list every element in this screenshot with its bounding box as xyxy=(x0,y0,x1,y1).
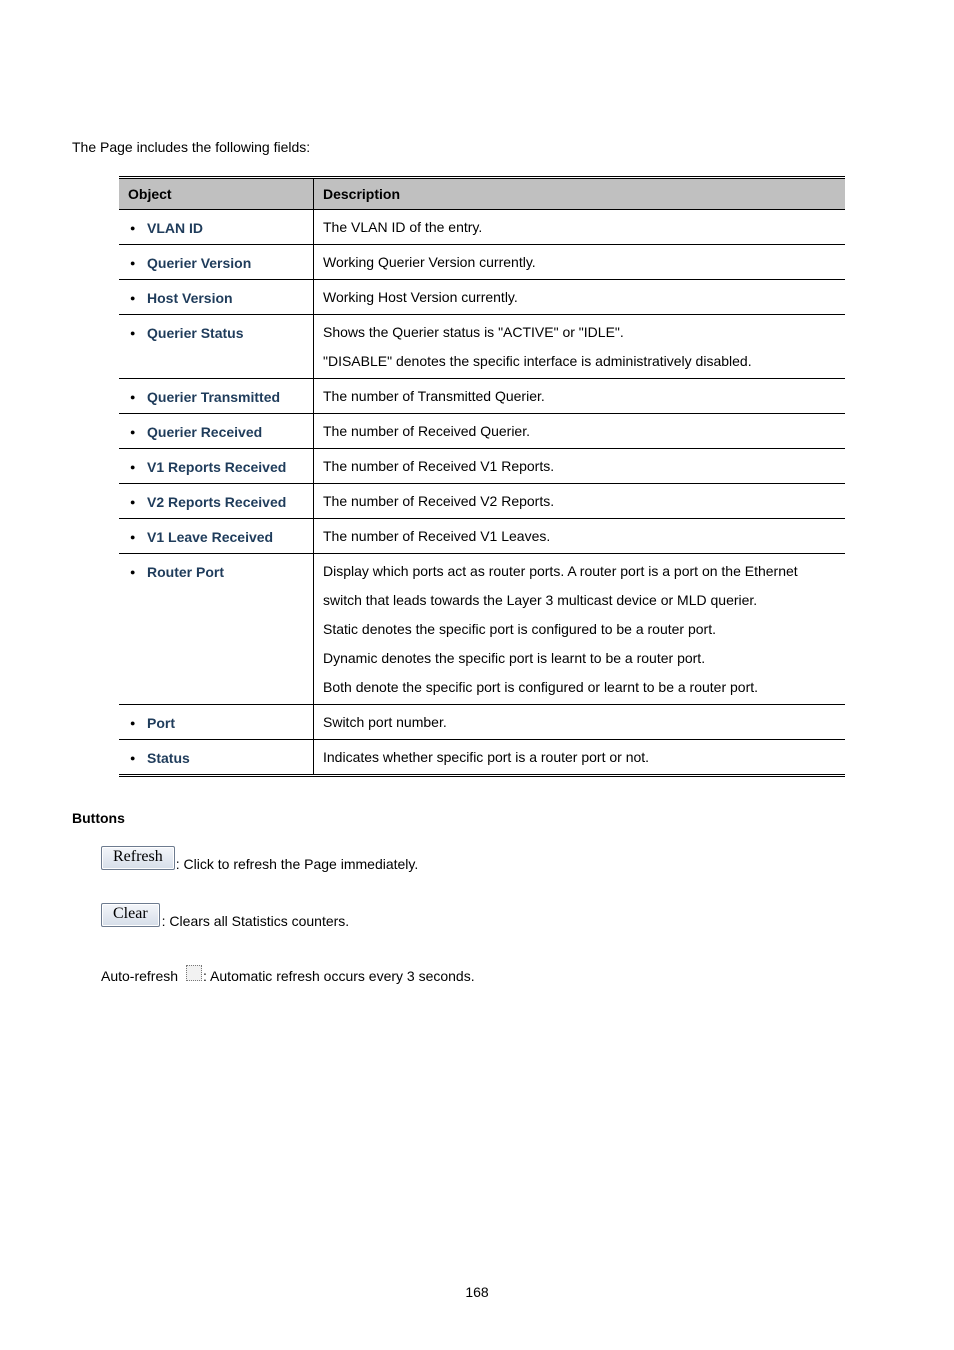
description-line: Both denote the specific port is configured or learnt to be a router port. xyxy=(323,679,759,695)
refresh-row xyxy=(101,846,418,870)
object-item xyxy=(128,249,304,278)
object-item xyxy=(128,488,304,517)
object-item xyxy=(128,709,304,738)
table-row xyxy=(119,705,845,740)
description-line: "DISABLE" denotes the specific interface is administratively disabled. xyxy=(323,353,752,369)
bullet-icon: ● xyxy=(130,258,136,268)
table-row xyxy=(119,245,845,280)
description-line: The VLAN ID of the entry. xyxy=(323,219,483,235)
clear-button[interactable]: Clear xyxy=(101,903,160,927)
description-cell xyxy=(314,705,846,740)
table-body xyxy=(119,210,845,776)
object-item xyxy=(128,319,304,348)
description-cell xyxy=(314,554,846,705)
clear-description: : Clears all Statistics counters. xyxy=(161,913,350,929)
description-cell xyxy=(314,484,846,519)
description-line: switch that leads towards the Layer 3 multicast device or MLD querier. xyxy=(323,592,758,608)
description-line: The number of Received Querier. xyxy=(323,423,530,439)
object-name: Host Version xyxy=(147,290,233,306)
bullet-icon: ● xyxy=(130,328,136,338)
buttons-heading: Buttons xyxy=(72,810,125,826)
table-row xyxy=(119,740,845,776)
description-cell xyxy=(314,414,846,449)
object-name: Querier Received xyxy=(147,424,263,440)
table-row xyxy=(119,554,845,705)
table-row xyxy=(119,210,845,245)
auto-refresh-description: : Automatic refresh occurs every 3 seconds. xyxy=(203,968,475,984)
column-header-description: Description xyxy=(314,178,846,210)
description-line: The number of Transmitted Querier. xyxy=(323,388,545,404)
object-cell xyxy=(119,705,314,740)
object-name: V1 Leave Received xyxy=(147,529,274,545)
auto-refresh-row xyxy=(101,965,475,984)
table-row xyxy=(119,280,845,315)
refresh-button[interactable]: Refresh xyxy=(101,846,175,870)
object-item xyxy=(128,214,304,243)
object-item xyxy=(128,383,304,412)
description-cell xyxy=(314,379,846,414)
bullet-icon: ● xyxy=(130,718,136,728)
object-name: Querier Version xyxy=(147,255,252,271)
object-cell xyxy=(119,245,314,280)
object-cell xyxy=(119,315,314,379)
object-cell xyxy=(119,554,314,705)
object-cell xyxy=(119,484,314,519)
object-name: Querier Transmitted xyxy=(147,389,281,405)
description-cell xyxy=(314,315,846,379)
object-name: Port xyxy=(147,715,175,731)
bullet-icon: ● xyxy=(130,532,136,542)
bullet-icon: ● xyxy=(130,462,136,472)
table-row xyxy=(119,414,845,449)
object-item xyxy=(128,284,304,313)
auto-refresh-checkbox[interactable] xyxy=(186,965,202,981)
auto-refresh-label: Auto-refresh xyxy=(101,968,179,984)
description-cell xyxy=(314,210,846,245)
page-number: 168 xyxy=(465,1284,489,1300)
refresh-description: : Click to refresh the Page immediately. xyxy=(175,856,419,872)
object-item xyxy=(128,453,304,482)
description-line: Switch port number. xyxy=(323,714,447,730)
bullet-icon: ● xyxy=(130,497,136,507)
description-cell xyxy=(314,519,846,554)
intro-text: The Page includes the following fields: xyxy=(72,139,311,155)
object-cell xyxy=(119,449,314,484)
description-line: Shows the Querier status is "ACTIVE" or "IDLE". xyxy=(323,324,624,340)
description-cell xyxy=(314,449,846,484)
description-line: Display which ports act as router ports. A router port is a port on the Ethernet xyxy=(323,563,798,579)
bullet-icon: ● xyxy=(130,427,136,437)
table-row xyxy=(119,449,845,484)
description-line: The number of Received V1 Reports. xyxy=(323,458,555,474)
object-name: VLAN ID xyxy=(147,220,203,236)
clear-row xyxy=(101,903,349,927)
object-item xyxy=(128,558,304,587)
description-line: Working Querier Version currently. xyxy=(323,254,536,270)
column-header-object: Object xyxy=(119,178,314,210)
description-line: Indicates whether specific port is a router port or not. xyxy=(323,749,650,765)
table-header-row xyxy=(119,178,845,210)
description-line: Static denotes the specific port is configured to be a router port. xyxy=(323,621,716,637)
object-item xyxy=(128,523,304,552)
bullet-icon: ● xyxy=(130,753,136,763)
table-row xyxy=(119,379,845,414)
bullet-icon: ● xyxy=(130,293,136,303)
object-cell xyxy=(119,210,314,245)
object-item xyxy=(128,744,304,773)
object-cell xyxy=(119,519,314,554)
object-name: Status xyxy=(147,750,190,766)
bullet-icon: ● xyxy=(130,567,136,577)
object-name: V2 Reports Received xyxy=(147,494,287,510)
object-cell xyxy=(119,740,314,776)
fields-table xyxy=(119,176,845,777)
object-name: V1 Reports Received xyxy=(147,459,287,475)
description-line: Working Host Version currently. xyxy=(323,289,518,305)
description-cell xyxy=(314,740,846,776)
object-name: Router Port xyxy=(147,564,224,580)
table-row xyxy=(119,315,845,379)
table-row xyxy=(119,519,845,554)
description-cell xyxy=(314,280,846,315)
bullet-icon: ● xyxy=(130,223,136,233)
description-line: Dynamic denotes the specific port is learnt to be a router port. xyxy=(323,650,706,666)
object-cell xyxy=(119,414,314,449)
table-row xyxy=(119,484,845,519)
object-cell xyxy=(119,280,314,315)
object-cell xyxy=(119,379,314,414)
description-line: The number of Received V1 Leaves. xyxy=(323,528,551,544)
bullet-icon: ● xyxy=(130,392,136,402)
description-line: The number of Received V2 Reports. xyxy=(323,493,555,509)
object-item xyxy=(128,418,304,447)
description-cell xyxy=(314,245,846,280)
object-name: Querier Status xyxy=(147,325,244,341)
